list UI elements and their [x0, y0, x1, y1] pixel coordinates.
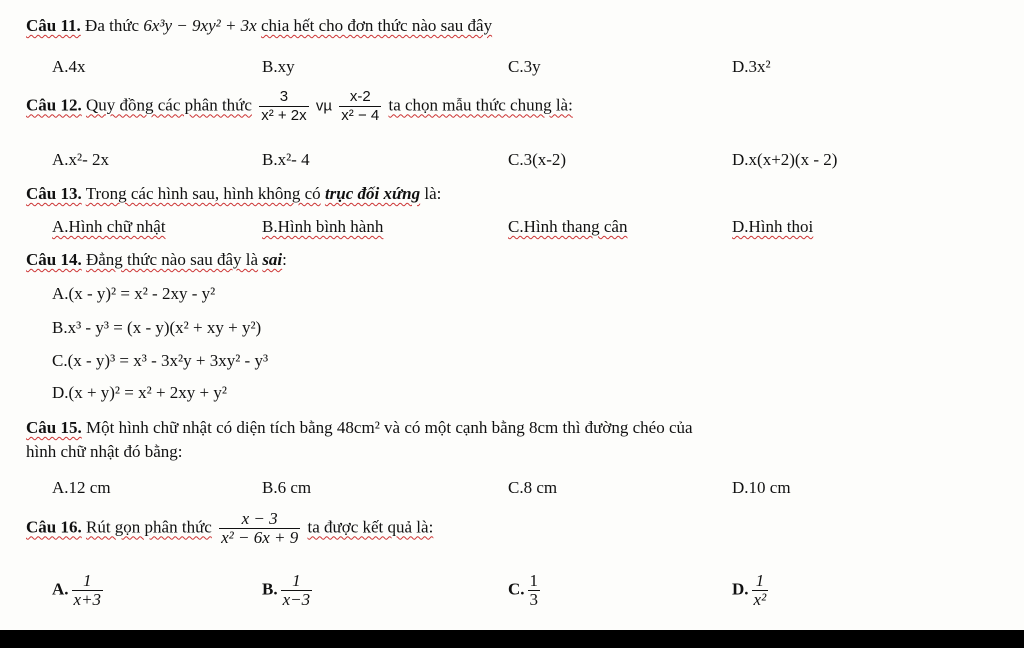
q16-option-a-fraction: [72, 572, 104, 609]
q14-option-b: B.x³ - y³ = (x - y)(x² + xy + y²): [52, 318, 262, 337]
question-13: [26, 184, 441, 204]
fraction-denominator: 3: [529, 590, 539, 609]
fraction-numerator: x − 3: [241, 509, 278, 528]
q16-option-b: [262, 572, 315, 609]
q15-option-b: B.6 cm: [262, 478, 312, 497]
q13-option-b: B.Hình bình hành: [262, 217, 384, 236]
question-15: [26, 418, 693, 438]
question-15-line-1: Một hình chữ nhật có diện tích bằng 48cm² và có một cạnh bằng 8cm thì đường chéo của: [85, 418, 693, 437]
q16-option-a: [52, 572, 106, 609]
question-12-fraction-2: [339, 88, 381, 125]
fraction-numerator: 1: [755, 571, 765, 590]
question-11-text-pre: Đa thức: [85, 16, 140, 35]
question-13-emphasis: trục đối xứng: [324, 184, 421, 203]
q11-option-c: C.3y: [508, 57, 541, 76]
question-13-text-pre: Trong các hình sau, hình không có: [85, 184, 321, 203]
fraction-denominator: x²: [753, 590, 767, 609]
question-12-conjunction: vµ: [315, 97, 333, 115]
fraction-1-denominator: x² + 2x: [261, 107, 307, 124]
q16-option-b-letter: B.: [262, 579, 278, 599]
q16-option-c-letter: C.: [508, 579, 525, 599]
question-16-text-pre: Rút gọn phân thức: [85, 517, 212, 537]
q16-option-a-letter: A.: [52, 579, 69, 599]
question-12-fraction-1: [259, 88, 308, 125]
question-14: [26, 250, 287, 270]
question-15-label: Câu 15.: [26, 418, 82, 437]
q15-option-d: D.10 cm: [732, 478, 791, 497]
question-16-text-post: ta được kết quả là:: [307, 517, 434, 537]
question-12-text-pre: Quy đồng các phân thức: [85, 95, 252, 115]
q12-option-b: B.x²- 4: [262, 150, 310, 169]
q16-option-d-letter: D.: [732, 579, 749, 599]
q11-option-a: A.4x: [52, 57, 86, 76]
q13-option-a: A.Hình chữ nhật: [52, 217, 166, 236]
question-15-line-2: hình chữ nhật đó bằng:: [26, 442, 183, 461]
q16-option-d-fraction: [752, 572, 769, 609]
fraction-2-denominator: x² − 4: [341, 107, 380, 124]
q15-option-a: A.12 cm: [52, 478, 111, 497]
q16-option-d: [732, 572, 771, 609]
q14-option-d: D.(x + y)² = x² + 2xy + y²: [52, 383, 227, 402]
q13-option-d: D.Hình thoi: [732, 217, 814, 236]
question-16: [26, 510, 433, 547]
fraction-denominator: x² − 6x + 9: [221, 528, 299, 547]
question-11-text-post: chia hết cho đơn thức nào sau đây: [260, 16, 493, 35]
q16-option-c: [508, 572, 543, 609]
q12-option-c: C.3(x-2): [508, 150, 567, 169]
question-13-label: Câu 13.: [26, 184, 82, 203]
q14-option-a: A.(x - y)² = x² - 2xy - y²: [52, 284, 216, 303]
q14-option-c: C.(x - y)³ = x³ - 3x²y + 3xy² - y³: [52, 351, 269, 370]
question-11-polynomial: 6x³y − 9xy² + 3x: [143, 16, 257, 35]
q12-option-d: D.x(x+2)(x - 2): [732, 150, 838, 169]
q16-option-c-fraction: [528, 572, 541, 609]
fraction-numerator: 1: [529, 571, 539, 590]
question-12-label: Câu 12.: [26, 95, 82, 115]
question-14-text-pre: Đẳng thức nào sau đây là: [85, 250, 259, 269]
q11-option-b: B.xy: [262, 57, 295, 76]
question-14-label: Câu 14.: [26, 250, 82, 269]
question-12: [26, 88, 573, 125]
fraction-2-numerator: x-2: [349, 88, 371, 105]
question-16-fraction: [219, 510, 300, 547]
q13-option-c: C.Hình thang cân: [508, 217, 628, 236]
q16-option-b-fraction: [281, 572, 313, 609]
question-11-label: Câu 11.: [26, 16, 81, 35]
question-16-label: Câu 16.: [26, 517, 82, 537]
fraction-1-numerator: 3: [279, 88, 289, 105]
fraction-numerator: 1: [83, 571, 92, 590]
question-14-text-post: :: [282, 250, 287, 269]
question-14-emphasis: sai: [262, 250, 283, 269]
question-12-text-post: ta chọn mẫu thức chung là:: [388, 95, 573, 115]
question-13-text-post: là:: [424, 184, 442, 203]
question-11: [26, 16, 492, 36]
fraction-numerator: 1: [292, 571, 301, 590]
fraction-denominator: x−3: [282, 590, 311, 609]
q11-option-d: D.3x²: [732, 57, 771, 76]
q15-option-c: C.8 cm: [508, 478, 558, 497]
q12-option-a: A.x²- 2x: [52, 150, 110, 169]
fraction-denominator: x+3: [73, 590, 102, 609]
